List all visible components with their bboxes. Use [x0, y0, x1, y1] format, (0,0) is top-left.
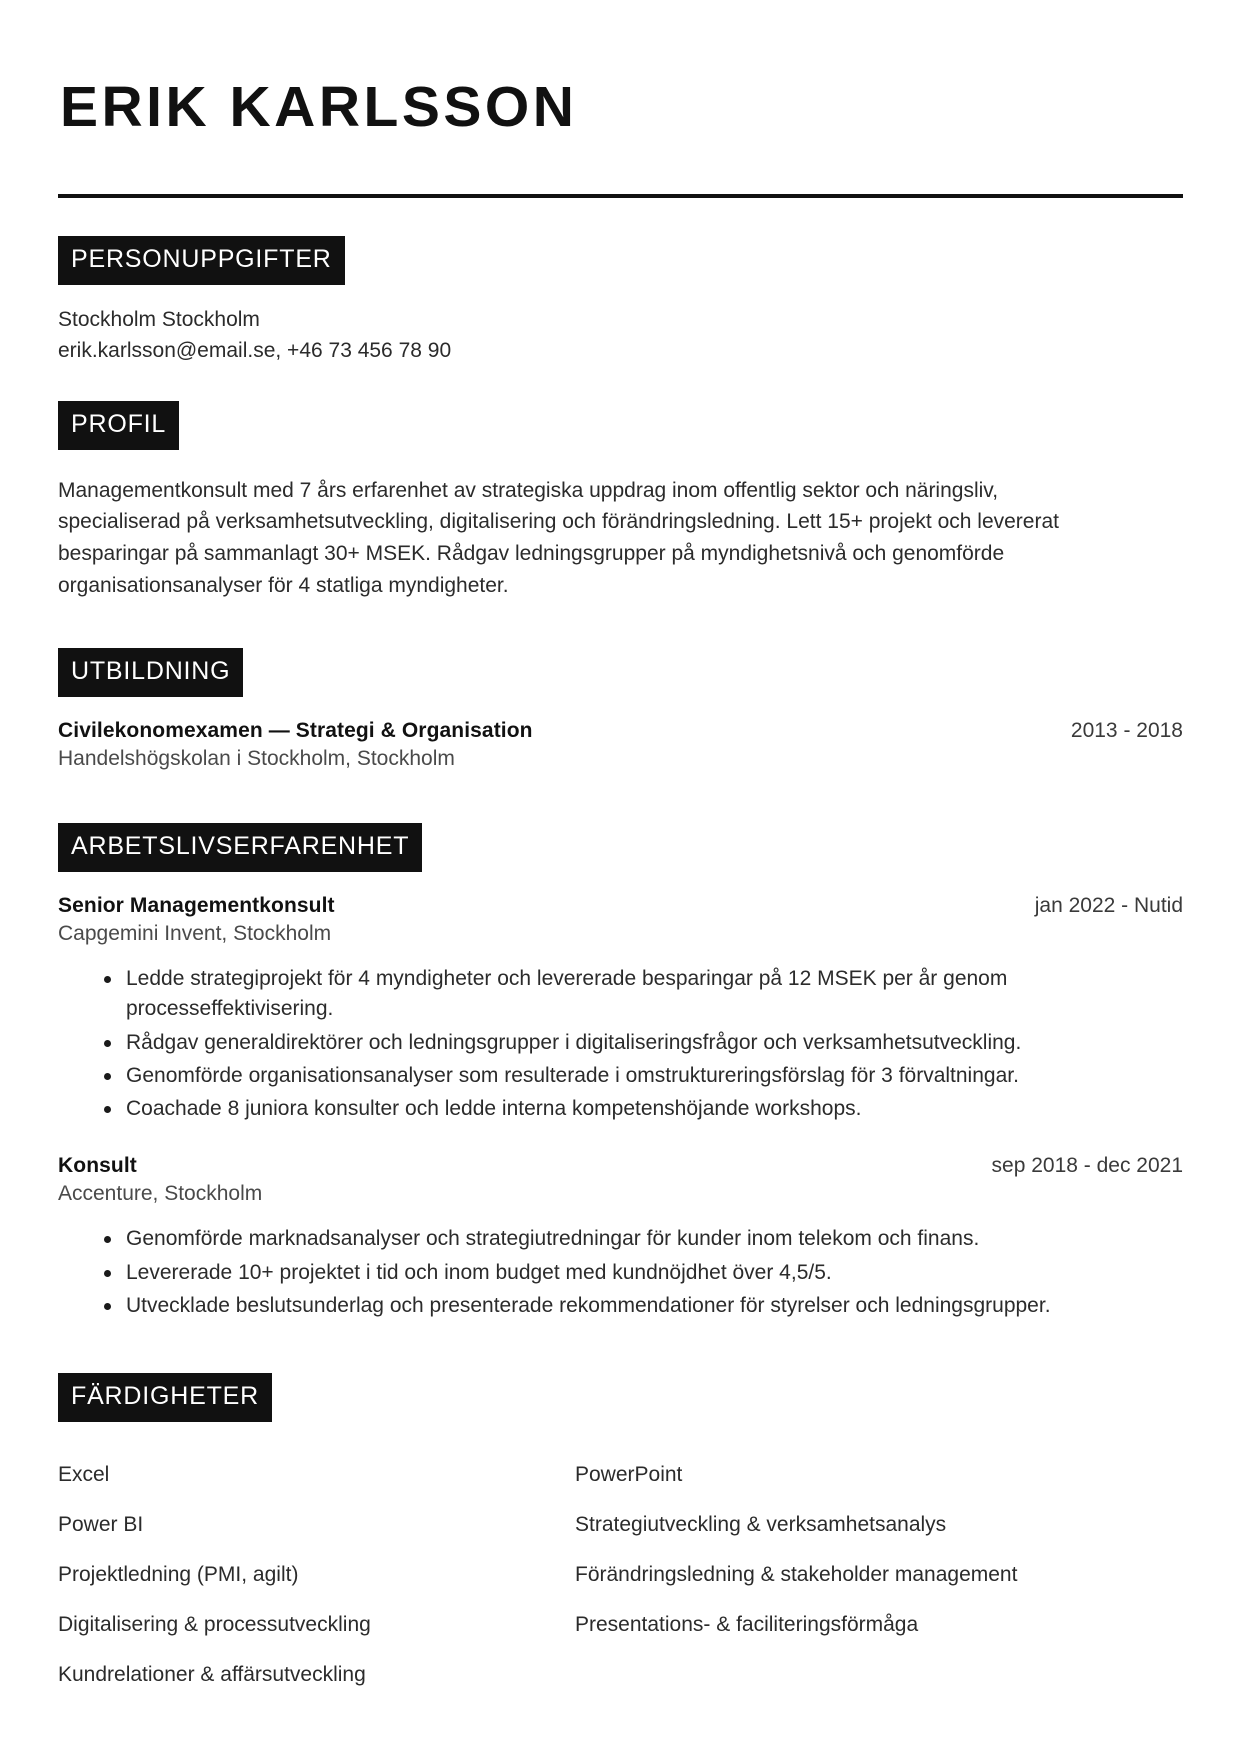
- skill-item: Power BI: [58, 1513, 144, 1537]
- section-work-experience: [58, 823, 1183, 1321]
- job-bullet-list: [58, 964, 1183, 1124]
- skill-item: Digitalisering & processutveckling: [58, 1613, 371, 1637]
- job-company: Accenture, Stockholm: [58, 1182, 263, 1206]
- skill-item: PowerPoint: [575, 1463, 683, 1487]
- experience-entry: [58, 1154, 1183, 1321]
- skill-item: Förändringsledning & stakeholder management: [575, 1563, 1018, 1587]
- section-skills: [58, 1373, 1183, 1700]
- job-title: Senior Managementkonsult: [58, 894, 335, 918]
- job-bullet-list: [58, 1224, 1183, 1321]
- candidate-name: ERIK KARLSSON: [60, 75, 578, 139]
- job-bullet: Genomförde marknadsanalyser och strategiutredningar för kunder inom telekom och finans.: [104, 1224, 1084, 1254]
- section-education: [58, 648, 1183, 771]
- job-bullet: Levererade 10+ projektet i tid och inom budget med kundnöjdhet över 4,5/5.: [104, 1258, 1084, 1288]
- section-heading-personal: PERSONUPPGIFTER: [58, 236, 345, 285]
- contact-block: [58, 305, 1183, 367]
- profile-summary-text: Managementkonsult med 7 års erfarenhet av strategiska uppdrag inom offentlig sektor och näringsliv, specialiserad på verksamhetsutveckling, digitalisering och förändringsledning. Lett 15+ projekt och levererat besparingar på sammanlagt 30+ MSEK. Rådgav ledningsgrupper på myndighetsnivå och genomförde organisationsanalyser för 4 statliga myndigheter.: [58, 478, 1059, 598]
- job-bullet: Utvecklade beslutsunderlag och presenterade rekommendationer för styrelser och ledningsgrupper.: [104, 1291, 1084, 1321]
- job-bullet: Coachade 8 juniora konsulter och ledde interna kompetenshöjande workshops.: [104, 1094, 1084, 1124]
- job-date-range: sep 2018 - dec 2021: [991, 1154, 1183, 1178]
- experience-entry: [58, 894, 1183, 1124]
- education-school: Handelshögskolan i Stockholm, Stockholm: [58, 747, 455, 771]
- skill-item: Presentations- & faciliteringsförmåga: [575, 1613, 919, 1637]
- contact-email-phone: erik.karlsson@email.se, +46 73 456 78 90: [58, 338, 452, 362]
- skill-item: Projektledning (PMI, agilt): [58, 1563, 299, 1587]
- job-company: Capgemini Invent, Stockholm: [58, 922, 332, 946]
- education-degree: Civilekonomexamen — Strategi & Organisation: [58, 719, 533, 743]
- education-entry-header: [58, 719, 1183, 743]
- job-bullet: Genomförde organisationsanalyser som resulterade i omstruktureringsförslag för 3 förvaltningar.: [104, 1061, 1084, 1091]
- job-title: Konsult: [58, 1154, 137, 1178]
- skills-grid: [58, 1450, 1183, 1700]
- education-entry: [58, 719, 1183, 771]
- experience-entry-header: [58, 1154, 1183, 1178]
- section-personal-details: [58, 236, 1183, 367]
- section-profile: [58, 401, 1183, 603]
- experience-entry-header: [58, 894, 1183, 918]
- skill-item: Kundrelationer & affärsutveckling: [58, 1663, 366, 1687]
- job-bullet: Ledde strategiprojekt för 4 myndigheter och levererade besparingar på 12 MSEK per år genom processeffektivisering.: [104, 964, 1084, 1024]
- section-heading-education: UTBILDNING: [58, 648, 243, 697]
- contact-location: Stockholm Stockholm: [58, 307, 260, 331]
- skill-item: Excel: [58, 1463, 110, 1487]
- job-date-range: jan 2022 - Nutid: [1034, 894, 1183, 918]
- section-heading-experience: ARBETSLIVSERFARENHET: [58, 823, 422, 872]
- header-divider: [58, 194, 1183, 198]
- section-heading-skills: FÄRDIGHETER: [58, 1373, 272, 1422]
- section-heading-profile: PROFIL: [58, 401, 179, 450]
- education-date-range: 2013 - 2018: [1070, 719, 1183, 743]
- skill-item: Strategiutveckling & verksamhetsanalys: [575, 1513, 947, 1537]
- job-bullet: Rådgav generaldirektörer och ledningsgrupper i digitaliseringsfrågor och verksamhetsutveckling.: [104, 1028, 1084, 1058]
